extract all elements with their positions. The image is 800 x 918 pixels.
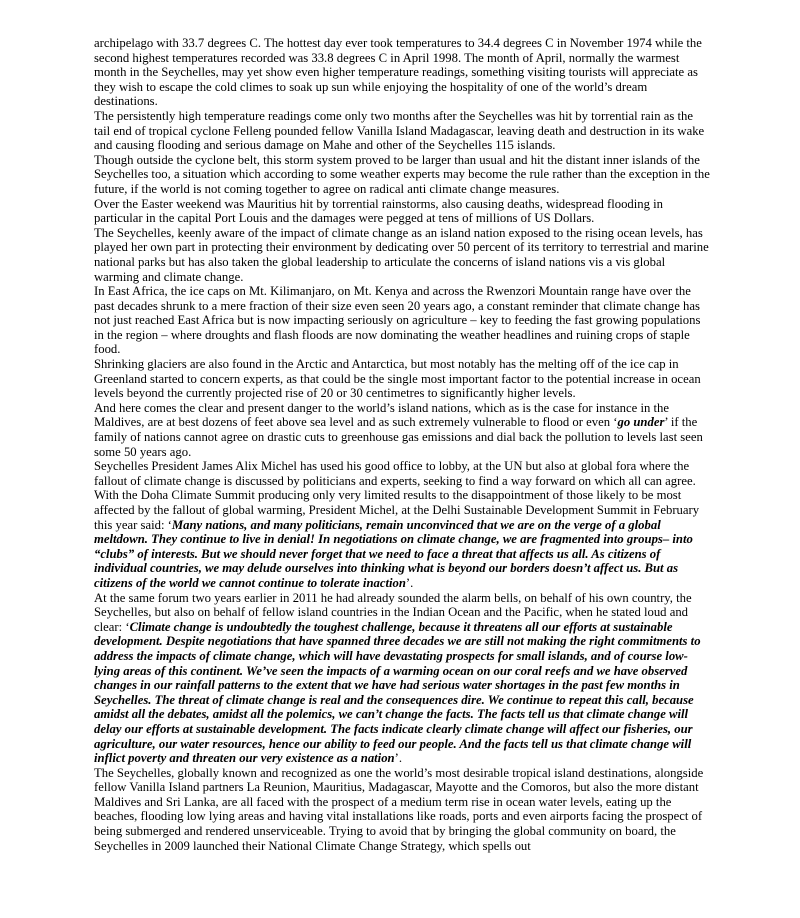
body-text: Over the Easter weekend was Mauritius hit by torrential rainstorms, also causing deaths, widespread flooding in particular in the capital Port Louis and the damages were pegged at tens of millions of US Dollars.: [94, 196, 664, 226]
body-text: Shrinking glaciers are also found in the Arctic and Antarctica, but most notably has the melting off of the ice cap in Greenland started to concern experts, as that could be the single most important factor to the potential increase in ocean levels beyond the currently projected rise of 20 or 30 centimetres to significantly higher levels.: [94, 357, 701, 401]
paragraph: [94, 459, 712, 590]
body-text: At the same forum two years earlier in 2011 he had already sounded the alarm bells, on behalf of his own country, the Seychelles, but also on behalf of fellow island countries in the Indian Ocean and the Pacific, when he stated loud and clear: ‘: [94, 590, 692, 634]
body-text: ’.: [405, 575, 414, 590]
body-text: archipelago with 33.7 degrees C. The hottest day ever took temperatures to 34.4 degrees C in November 1974 while the second highest temperatures recorded was 33.8 degrees C in April 1998. The month of April, normally the warmest month in the Seychelles, may yet show even higher temperature readings, something visiting tourists will appreciate as they wish to escape the cold climes to soak up sun while enjoying the hospitality of one of the world’s dream destinations.: [94, 36, 702, 109]
paragraph: [94, 153, 712, 197]
body-text: The persistently high temperature readings come only two months after the Seychelles was hit by torrential rain as the tail end of tropical cyclone Felleng pounded fellow Vanilla Island Madagascar, leaving death and destruction in its wake and causing flooding and serious damage on Mahe and other of the Seychelles 115 islands.: [94, 108, 705, 153]
body-text: The Seychelles, keenly aware of the impact of climate change as an island nation exposed to the rising ocean levels, has played her own part in protecting their environment by dedicating over 50 percent of its territory to terrestrial and marine national parks but has also taken the global leadership to articulate the concerns of island nations vis a vis global warming and climate change.: [94, 225, 709, 284]
document-page: [94, 36, 712, 853]
paragraph: [94, 401, 712, 459]
body-text: Seychelles President James Alix Michel has used his good office to lobby, at the UN but also at global fora where the fallout of climate change is discussed by politicians and experts, seeking to find a way forward on which all can agree. With the Doha Climate Summit producing only very limited results to the disappointment of those likely to be most affected by the fallout of global warming, President Michel, at the Delhi Sustainable Development Summit in February this year said: ‘: [94, 459, 700, 532]
paragraph: [94, 226, 712, 284]
quote-text: go under: [617, 415, 665, 430]
body-text: ’ if the family of nations cannot agree on drastic cuts to greenhouse gas emissions and dial back the pollution to levels last seen some 50 years ago.: [94, 415, 703, 459]
body-text: Though outside the cyclone belt, this storm system proved to be larger than usual and hit the distant inner islands of the Seychelles too, a situation which according to some weather experts may become the rule rather than the exception in the future, if the world is not coming together to agree on radical anti climate change measures.: [94, 152, 710, 196]
paragraph: [94, 357, 712, 401]
paragraph: [94, 284, 712, 357]
quote-text: Climate change is undoubtedly the toughest challenge, because it threatens all our efforts at sustainable development. Despite negotiations that have spanned three decades we are still not making the right commitments to address the impacts of climate change, which will have devastating prospects for small islands, and of course low-lying areas of this continent. We’ve seen the impacts of a warming ocean on our coral reefs and we have observed changes in our rainfall patterns to the extent that we have had serious water shortages in the past few months in Seychelles. The threat of climate change is real and the consequences dire. We continue to repeat this call, because amidst all the debates, amidst all the polemics, we can’t change the facts. The facts tell us that climate change will delay our efforts at sustainable development. The facts indicate clearly climate change will affect our fisheries, our agriculture, our water resources, hence our ability to feed our people. And the facts tell us that climate change will inflict poverty and threaten our very existence as a nation: [94, 619, 701, 766]
body-text: The Seychelles, globally known and recognized as one the world’s most desirable tropical island destinations, alongside fellow Vanilla Island partners La Reunion, Mauritius, Madagascar, Mayotte and the Comoros, but also the more distant Maldives and Sri Lanka, are all faced with the prospect of a medium term rise in ocean water levels, eating up the beaches, flooding low lying areas and having vital installations like roads, ports and even airports facing the prospect of being submerged and rendered unserviceable. Trying to avoid that by bringing the global community on board, the Seychelles in 2009 launched their National Climate Change Strategy, which spells out: [94, 765, 704, 853]
paragraph: [94, 109, 712, 153]
quote-text: Many nations, and many politicians, remain unconvinced that we are on the verge of a global meltdown. They continue to live in denial! In negotiations on climate change, we are fragmented into groups– into “clubs” of interests. But we should never forget that we need to face a threat that affects us all. As citizens of individual countries, we may delude ourselves into thinking what is beyond our borders doesn’t affect us. But as citizens of the world we cannot continue to tolerate inaction: [94, 517, 693, 590]
body-text: ’.: [394, 751, 403, 766]
body-text: And here comes the clear and present danger to the world’s island nations, which as is the case for instance in the Maldives, are at best dozens of feet above sea level and as such extremely vulnerable to flood or even ‘: [94, 400, 669, 430]
body-text: In East Africa, the ice caps on Mt. Kilimanjaro, on Mt. Kenya and across the Rwenzori Mountain range have over the past decades shrunk to a mere fraction of their size even seen 20 years ago, a constant reminder that climate change has not just reached East Africa but is now impacting seriously on agriculture – key to feeding the fast growing populations in the region – where droughts and flash floods are now dominating the weather headlines and ruining crops of staple food.: [94, 284, 701, 357]
paragraph: [94, 36, 712, 109]
paragraph: [94, 591, 712, 766]
paragraph: [94, 766, 712, 854]
paragraph: [94, 197, 712, 226]
